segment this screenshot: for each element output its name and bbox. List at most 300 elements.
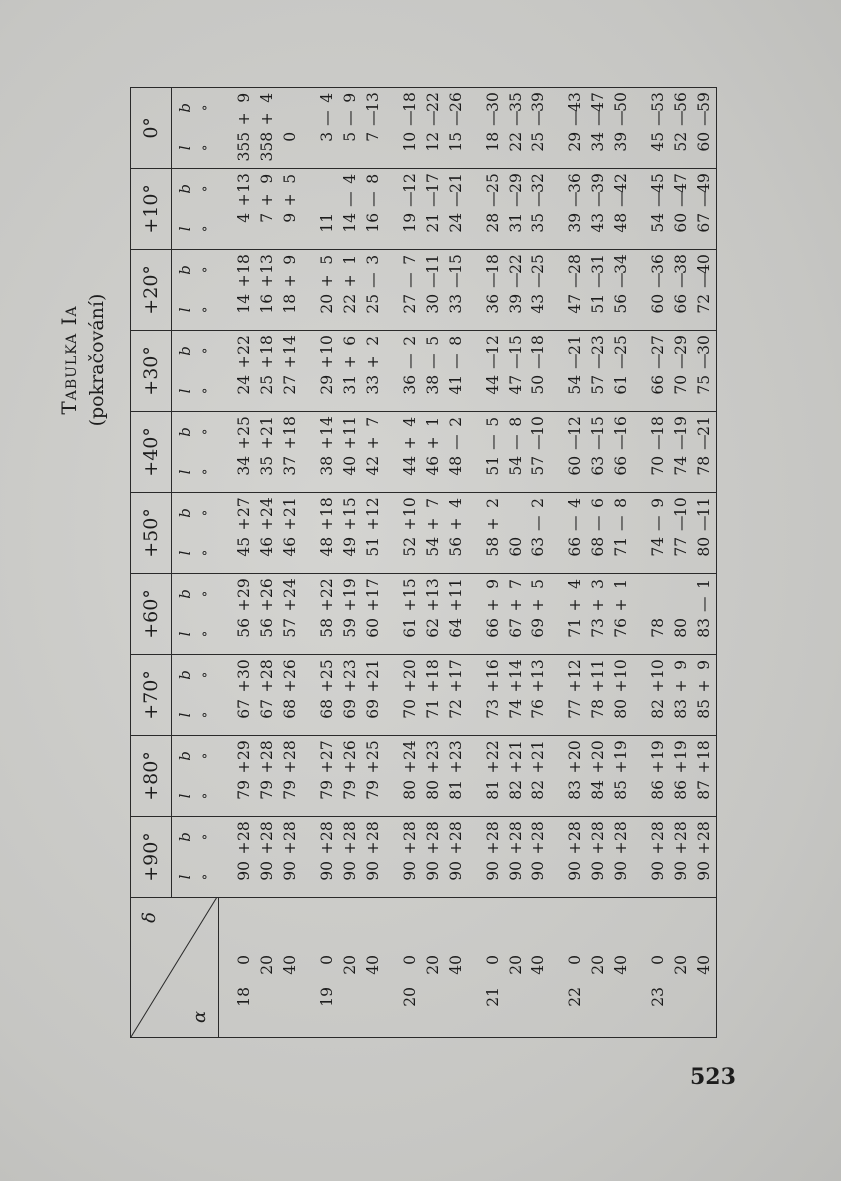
latitude-value: 10	[672, 497, 691, 517]
latitude-value: 4	[566, 497, 585, 508]
galactic-longitude: 82	[647, 695, 670, 736]
galactic-longitude: 44	[481, 371, 504, 412]
galactic-longitude: 14	[233, 290, 256, 331]
latitude-value: 19	[672, 416, 691, 436]
latitude-sign: —	[649, 353, 668, 369]
l-label: l	[172, 452, 199, 493]
latitude-sign: —	[672, 515, 691, 531]
minute-value: 40	[280, 955, 299, 975]
galactic-latitude	[233, 168, 256, 209]
galactic-longitude: 90	[361, 857, 384, 898]
galactic-longitude: 74	[670, 452, 693, 493]
latitude-value: 22	[234, 335, 253, 355]
galactic-latitude	[278, 573, 301, 614]
latitude-value: 17	[446, 659, 465, 679]
degree-mark: °	[200, 266, 216, 274]
galactic-longitude: 46	[255, 533, 278, 574]
latitude-sign: —	[506, 110, 525, 126]
galactic-longitude: 47	[504, 371, 527, 412]
latitude-sign: +	[257, 193, 276, 207]
latitude-sign: —	[423, 191, 442, 207]
galactic-latitude	[610, 87, 633, 128]
minute-value: 20	[506, 955, 525, 975]
galactic-longitude: 84	[587, 776, 610, 817]
galactic-longitude: 42	[361, 452, 384, 493]
declination-header: +60°	[131, 573, 172, 654]
latitude-value: 22	[483, 740, 502, 760]
latitude-sign: +	[280, 841, 299, 855]
latitude-value: 12	[566, 659, 585, 679]
latitude-sign: —	[423, 272, 442, 288]
galactic-longitude: 90	[278, 857, 301, 898]
galactic-latitude	[504, 735, 527, 776]
galactic-latitude	[587, 492, 610, 533]
latitude-value: 21	[506, 740, 525, 760]
galactic-latitude	[444, 411, 467, 452]
latitude-value: 22	[423, 92, 442, 112]
latitude-value: 25	[612, 335, 631, 355]
latitude-sign: +	[423, 841, 442, 855]
galactic-latitude	[504, 87, 527, 128]
minute-value: 20	[257, 955, 276, 975]
galactic-latitude	[444, 492, 467, 533]
latitude-value: 5	[529, 578, 548, 589]
latitude-sign: —	[566, 272, 585, 288]
table-row	[315, 87, 338, 1037]
latitude-sign: +	[280, 760, 299, 774]
galactic-latitude	[587, 168, 610, 209]
corner-cell	[131, 898, 219, 1038]
latitude-value: 18	[317, 497, 336, 517]
latitude-sign: +	[363, 436, 382, 450]
latitude-value: 4	[317, 92, 336, 103]
minute-value: 0	[483, 955, 502, 965]
galactic-longitude: 46	[421, 452, 444, 493]
galactic-longitude: 51	[481, 452, 504, 493]
latitude-value: 21	[257, 416, 276, 436]
galactic-latitude	[315, 735, 338, 776]
latitude-sign: +	[566, 598, 585, 612]
latitude-value: 28	[529, 821, 548, 841]
galactic-longitude: 29	[564, 128, 587, 169]
latitude-value: 20	[400, 659, 419, 679]
galactic-latitude	[444, 735, 467, 776]
galactic-longitude: 60	[504, 533, 527, 574]
latitude-sign: —	[672, 272, 691, 288]
galactic-latitude	[693, 330, 717, 371]
latitude-value: 5	[483, 416, 502, 427]
galactic-longitude: 90	[444, 857, 467, 898]
galactic-latitude	[421, 816, 444, 857]
right-ascension-cell	[564, 898, 587, 1038]
l-label: l	[172, 128, 199, 169]
galactic-longitude: 60	[693, 128, 717, 169]
latitude-sign: +	[566, 760, 585, 774]
latitude-value: 1	[612, 578, 631, 589]
latitude-value: 49	[695, 173, 714, 193]
latitude-sign: —	[672, 353, 691, 369]
galactic-latitude	[610, 249, 633, 290]
galactic-longitude: 66	[481, 614, 504, 655]
galactic-latitude	[398, 654, 421, 695]
latitude-value: 18	[695, 740, 714, 760]
latitude-sign: —	[483, 110, 502, 126]
minute-value: 20	[340, 955, 359, 975]
latitude-value: 7	[363, 416, 382, 427]
galactic-latitude	[361, 816, 384, 857]
galactic-longitude: 46	[278, 533, 301, 574]
latitude-sign: —	[612, 191, 631, 207]
latitude-value: 10	[612, 659, 631, 679]
galactic-latitude	[481, 573, 504, 614]
galactic-longitude: 28	[481, 209, 504, 250]
latitude-value: 24	[257, 497, 276, 517]
galactic-latitude	[255, 573, 278, 614]
latitude-sign: —	[672, 191, 691, 207]
latitude-value: 25	[234, 416, 253, 436]
latitude-sign: +	[589, 598, 608, 612]
latitude-sign: +	[483, 841, 502, 855]
galactic-longitude: 56	[233, 614, 256, 655]
galactic-longitude: 25	[527, 128, 550, 169]
galactic-latitude	[361, 492, 384, 533]
degree-mark: °	[200, 590, 216, 598]
b-label: b	[176, 346, 194, 356]
degree-mark: °	[200, 509, 216, 517]
latitude-sign: —	[589, 353, 608, 369]
group-spacer	[218, 87, 233, 1037]
galactic-latitude	[527, 573, 550, 614]
right-ascension-cell	[670, 898, 693, 1038]
declination-header: +40°	[131, 411, 172, 492]
galactic-latitude	[670, 816, 693, 857]
latitude-sign: +	[257, 598, 276, 612]
galactic-latitude	[647, 411, 670, 452]
latitude-sign: +	[317, 760, 336, 774]
latitude-sign: —	[529, 353, 548, 369]
latitude-value: 38	[672, 254, 691, 274]
galactic-latitude	[504, 816, 527, 857]
galactic-latitude	[255, 249, 278, 290]
latitude-sign: —	[529, 434, 548, 450]
latitude-sign: —	[506, 434, 525, 450]
galactic-longitude: 33	[361, 371, 384, 412]
latitude-sign: +	[529, 841, 548, 855]
latitude-sign: +	[423, 598, 442, 612]
latitude-value: 9	[695, 659, 714, 670]
galactic-latitude	[278, 87, 301, 128]
latitude-sign: +	[340, 598, 359, 612]
latitude-sign: +	[446, 517, 465, 531]
galactic-latitude	[564, 330, 587, 371]
galactic-longitude: 71	[564, 614, 587, 655]
lb-header-row	[172, 87, 199, 1037]
galactic-longitude: 66	[647, 371, 670, 412]
galactic-latitude	[527, 654, 550, 695]
latitude-value: 13	[363, 92, 382, 112]
table-row	[233, 87, 256, 1037]
galactic-longitude: 76	[527, 695, 550, 736]
galactic-longitude: 69	[527, 614, 550, 655]
galactic-longitude: 90	[338, 857, 361, 898]
degree-mark: °	[200, 428, 216, 436]
latitude-value: 13	[529, 659, 548, 679]
galactic-latitude	[315, 654, 338, 695]
galactic-longitude: 64	[444, 614, 467, 655]
galactic-latitude	[647, 492, 670, 533]
latitude-sign: —	[363, 191, 382, 207]
galactic-latitude	[361, 168, 384, 209]
latitude-value: 39	[529, 92, 548, 112]
latitude-sign: +	[529, 679, 548, 693]
galactic-longitude: 24	[444, 209, 467, 250]
latitude-sign: —	[483, 272, 502, 288]
galactic-latitude	[527, 735, 550, 776]
galactic-latitude	[587, 735, 610, 776]
latitude-sign: +	[317, 436, 336, 450]
galactic-longitude: 63	[587, 452, 610, 493]
galactic-latitude	[233, 573, 256, 614]
right-ascension-cell	[587, 898, 610, 1038]
latitude-value: 5	[280, 173, 299, 184]
latitude-sign: —	[529, 110, 548, 126]
latitude-value: 11	[340, 416, 359, 436]
galactic-latitude	[233, 735, 256, 776]
galactic-latitude	[398, 249, 421, 290]
galactic-longitude: 35	[255, 452, 278, 493]
galactic-longitude: 44	[398, 452, 421, 493]
galactic-latitude	[398, 573, 421, 614]
latitude-value: 29	[234, 740, 253, 760]
galactic-longitude: 48	[444, 452, 467, 493]
degree-mark: °	[198, 209, 218, 250]
latitude-sign: +	[400, 517, 419, 531]
latitude-value: 25	[483, 173, 502, 193]
galactic-longitude: 45	[647, 128, 670, 169]
galactic-longitude: 3	[315, 128, 338, 169]
table-row	[278, 87, 301, 1037]
latitude-value: 8	[446, 335, 465, 346]
galactic-latitude	[278, 492, 301, 533]
galactic-latitude	[338, 654, 361, 695]
latitude-sign: +	[423, 517, 442, 531]
table-title: Tabulka Ia	[57, 305, 81, 415]
latitude-value: 39	[589, 173, 608, 193]
galactic-latitude	[361, 654, 384, 695]
galactic-longitude: 58	[315, 614, 338, 655]
galactic-latitude	[564, 87, 587, 128]
galactic-latitude	[255, 816, 278, 857]
latitude-sign: +	[566, 679, 585, 693]
galactic-longitude: 66	[670, 290, 693, 331]
latitude-value: 28	[566, 254, 585, 274]
galactic-latitude	[587, 330, 610, 371]
latitude-value: 8	[506, 416, 525, 427]
table-row	[338, 87, 361, 1037]
group-spacer	[550, 87, 564, 1037]
latitude-sign: +	[566, 841, 585, 855]
galactic-longitude: 85	[610, 776, 633, 817]
latitude-sign: +	[363, 598, 382, 612]
latitude-value: 56	[672, 92, 691, 112]
declination-header-row	[131, 87, 172, 1037]
galactic-longitude: 27	[278, 371, 301, 412]
latitude-sign: +	[400, 679, 419, 693]
right-ascension-cell	[255, 898, 278, 1038]
table-row	[255, 87, 278, 1037]
galactic-latitude	[481, 411, 504, 452]
latitude-value: 7	[423, 497, 442, 508]
galactic-latitude	[670, 87, 693, 128]
latitude-value: 28	[446, 821, 465, 841]
table-row	[670, 87, 693, 1037]
latitude-sign: +	[234, 355, 253, 369]
galactic-latitude	[338, 411, 361, 452]
galactic-latitude	[233, 816, 256, 857]
latitude-value: 23	[423, 740, 442, 760]
galactic-latitude	[233, 87, 256, 128]
latitude-value: 18	[400, 92, 419, 112]
galactic-latitude	[421, 573, 444, 614]
galactic-longitude: 62	[421, 614, 444, 655]
galactic-longitude: 80	[610, 695, 633, 736]
galactic-latitude	[278, 168, 301, 209]
table-row	[444, 87, 467, 1037]
galactic-longitude: 43	[587, 209, 610, 250]
latitude-value: 2	[483, 497, 502, 508]
latitude-sign: +	[257, 841, 276, 855]
latitude-value: 21	[280, 497, 299, 517]
galactic-latitude	[481, 492, 504, 533]
galactic-longitude: 77	[564, 695, 587, 736]
latitude-value: 19	[340, 578, 359, 598]
latitude-value: 8	[612, 497, 631, 508]
coordinate-table	[130, 87, 717, 1038]
galactic-longitude: 79	[278, 776, 301, 817]
l-label: l	[172, 290, 199, 331]
galactic-latitude	[255, 492, 278, 533]
latitude-sign: —	[483, 353, 502, 369]
latitude-sign: +	[529, 598, 548, 612]
latitude-value: 17	[423, 173, 442, 193]
latitude-value: 3	[589, 578, 608, 589]
latitude-sign: —	[649, 272, 668, 288]
galactic-latitude	[315, 816, 338, 857]
galactic-latitude	[278, 249, 301, 290]
latitude-value: 6	[340, 335, 359, 346]
latitude-sign: +	[612, 841, 631, 855]
galactic-latitude	[504, 573, 527, 614]
latitude-value: 11	[446, 578, 465, 598]
galactic-longitude: 50	[527, 371, 550, 412]
latitude-value: 21	[695, 416, 714, 436]
latitude-sign: —	[589, 434, 608, 450]
l-label: l	[172, 533, 199, 574]
galactic-longitude: 39	[504, 290, 527, 331]
latitude-sign: —	[695, 434, 714, 450]
galactic-longitude: 18	[278, 290, 301, 331]
latitude-value: 20	[566, 740, 585, 760]
galactic-latitude	[670, 330, 693, 371]
b-label: b	[176, 670, 194, 680]
minute-value: 0	[234, 955, 253, 965]
galactic-latitude	[587, 573, 610, 614]
latitude-value: 4	[566, 578, 585, 589]
galactic-longitude: 7	[361, 128, 384, 169]
latitude-sign: —	[566, 110, 585, 126]
galactic-latitude	[693, 168, 717, 209]
latitude-sign: —	[695, 596, 714, 612]
declination-header: +50°	[131, 492, 172, 573]
latitude-value: 26	[446, 92, 465, 112]
galactic-longitude: 66	[564, 533, 587, 574]
latitude-sign: —	[483, 434, 502, 450]
latitude-sign: —	[363, 110, 382, 126]
latitude-value: 35	[506, 92, 525, 112]
latitude-sign: +	[400, 841, 419, 855]
galactic-latitude	[693, 492, 717, 533]
galactic-latitude	[610, 411, 633, 452]
minute-value: 20	[423, 955, 442, 975]
latitude-value: 40	[695, 254, 714, 274]
table-subtitle: (pokračování)	[86, 293, 108, 427]
galactic-latitude	[315, 249, 338, 290]
declination-header: +20°	[131, 249, 172, 330]
galactic-latitude	[233, 654, 256, 695]
galactic-latitude	[670, 411, 693, 452]
right-ascension-cell	[361, 898, 384, 1038]
latitude-value: 28	[280, 740, 299, 760]
latitude-sign: —	[446, 272, 465, 288]
group-spacer	[633, 87, 647, 1037]
latitude-sign: —	[506, 353, 525, 369]
galactic-latitude	[527, 168, 550, 209]
galactic-longitude: 90	[564, 857, 587, 898]
galactic-latitude	[278, 654, 301, 695]
right-ascension-cell	[233, 898, 256, 1038]
latitude-sign: +	[340, 517, 359, 531]
galactic-longitude: 31	[338, 371, 361, 412]
degree-mark: °	[200, 671, 216, 679]
l-label: l	[172, 209, 199, 250]
galactic-latitude	[338, 573, 361, 614]
galactic-latitude	[338, 816, 361, 857]
hour-value: 23	[649, 987, 668, 1007]
galactic-latitude	[610, 330, 633, 371]
latitude-value: 45	[649, 173, 668, 193]
latitude-value: 1	[695, 578, 714, 589]
latitude-sign: +	[234, 598, 253, 612]
galactic-longitude: 52	[398, 533, 421, 574]
l-label: l	[172, 857, 199, 898]
table-caption	[55, 80, 112, 640]
galactic-latitude	[610, 654, 633, 695]
galactic-latitude	[421, 168, 444, 209]
table-row	[481, 87, 504, 1037]
latitude-sign: +	[317, 355, 336, 369]
latitude-value: 26	[280, 659, 299, 679]
galactic-latitude	[527, 816, 550, 857]
galactic-latitude	[444, 654, 467, 695]
latitude-value: 14	[317, 416, 336, 436]
latitude-value: 28	[257, 659, 276, 679]
latitude-value: 27	[317, 740, 336, 760]
galactic-longitude: 29	[315, 371, 338, 412]
galactic-latitude	[421, 87, 444, 128]
latitude-sign: +	[672, 841, 691, 855]
galactic-longitude: 79	[255, 776, 278, 817]
galactic-longitude: 71	[421, 695, 444, 736]
